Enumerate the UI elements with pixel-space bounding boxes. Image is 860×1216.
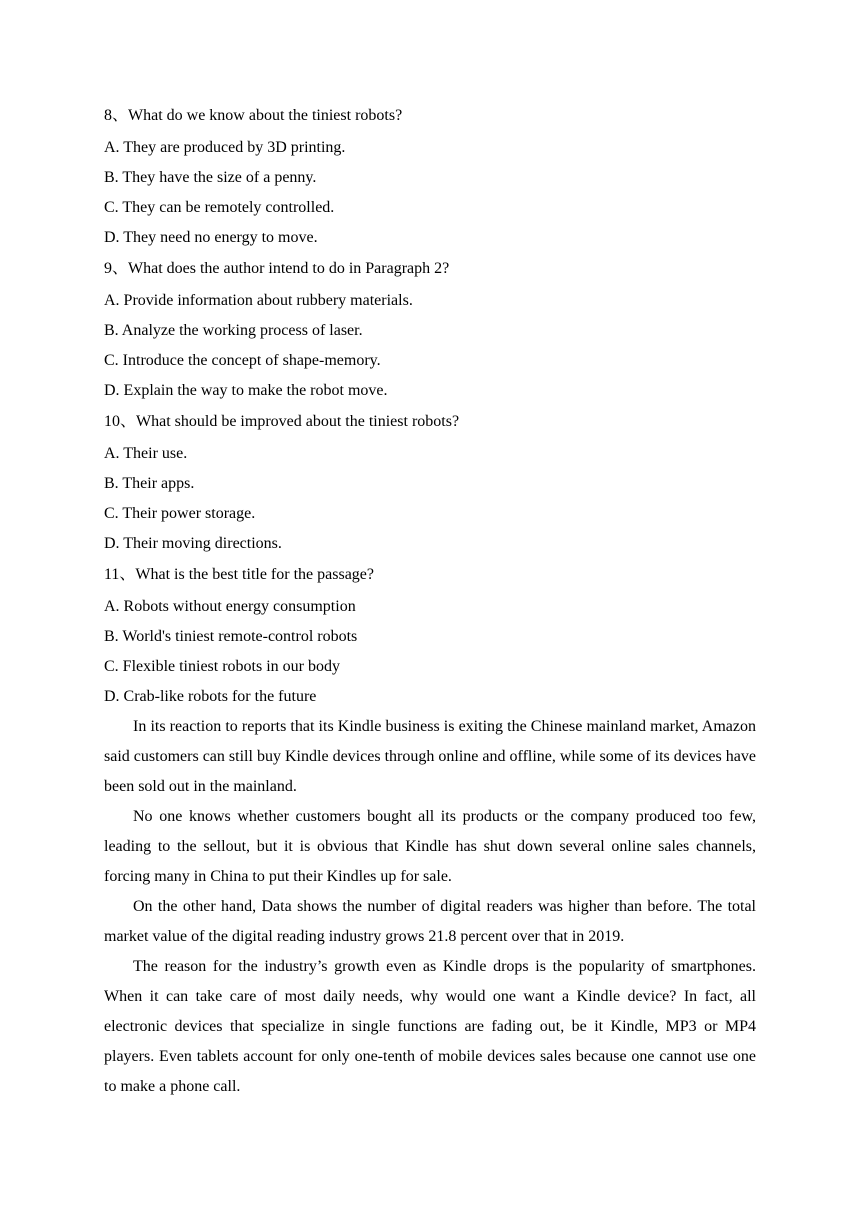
passage-paragraph-4: The reason for the industry’s growth even as Kindle drops is the popularity of smartphones. When it can take care of most daily needs, why would one want a Kindle device? In fact, all electronic devices that specialize in single functions are fading out, be it Kindle, MP3 or MP4 players. Even tablets account for only one-tenth of mobile devices sales because one cannot use one to make a phone call. <box>104 958 756 1095</box>
question-10-option-c: C. Their power storage. <box>104 505 256 522</box>
question-8-option-d: D. They need no energy to move. <box>104 229 318 246</box>
question-10-option-a: A. Their use. <box>104 445 188 462</box>
passage-paragraph-3: On the other hand, Data shows the number of digital readers was higher than before. The total market value of the digital reading industry grows 21.8 percent over that in 2019. <box>104 898 756 945</box>
question-9-option-a: A. Provide information about rubbery materials. <box>104 292 413 309</box>
question-11-option-a: A. Robots without energy consumption <box>104 598 356 615</box>
question-9-option-d: D. Explain the way to make the robot move. <box>104 382 388 399</box>
question-8-option-a: A. They are produced by 3D printing. <box>104 139 346 156</box>
passage-paragraph-1: In its reaction to reports that its Kindle business is exiting the Chinese mainland market, Amazon said customers can still buy Kindle devices through online and offline, while some of its devices have been sold out in the mainland. <box>104 718 756 795</box>
question-11-option-d: D. Crab-like robots for the future <box>104 688 317 705</box>
question-8-stem: 8、What do we know about the tiniest robots? <box>104 107 403 124</box>
question-10-stem: 10、What should be improved about the tiniest robots? <box>104 413 460 430</box>
question-10-option-b: B. Their apps. <box>104 475 195 492</box>
passage-paragraph-2: No one knows whether customers bought all its products or the company produced too few, leading to the sellout, but it is obvious that Kindle has shut down several online sales channels, forcing many in China to put their Kindles up for sale. <box>104 808 756 885</box>
question-8-option-b: B. They have the size of a penny. <box>104 169 317 186</box>
question-9-option-b: B. Analyze the working process of laser. <box>104 322 363 339</box>
question-11-option-c: C. Flexible tiniest robots in our body <box>104 658 340 675</box>
question-10-option-d: D. Their moving directions. <box>104 535 282 552</box>
question-11-option-b: B. World's tiniest remote-control robots <box>104 628 358 645</box>
question-8-option-c: C. They can be remotely controlled. <box>104 199 335 216</box>
question-11-stem: 11、What is the best title for the passage? <box>104 566 374 583</box>
question-9-option-c: C. Introduce the concept of shape-memory. <box>104 352 381 369</box>
question-9-stem: 9、What does the author intend to do in Paragraph 2? <box>104 260 450 277</box>
